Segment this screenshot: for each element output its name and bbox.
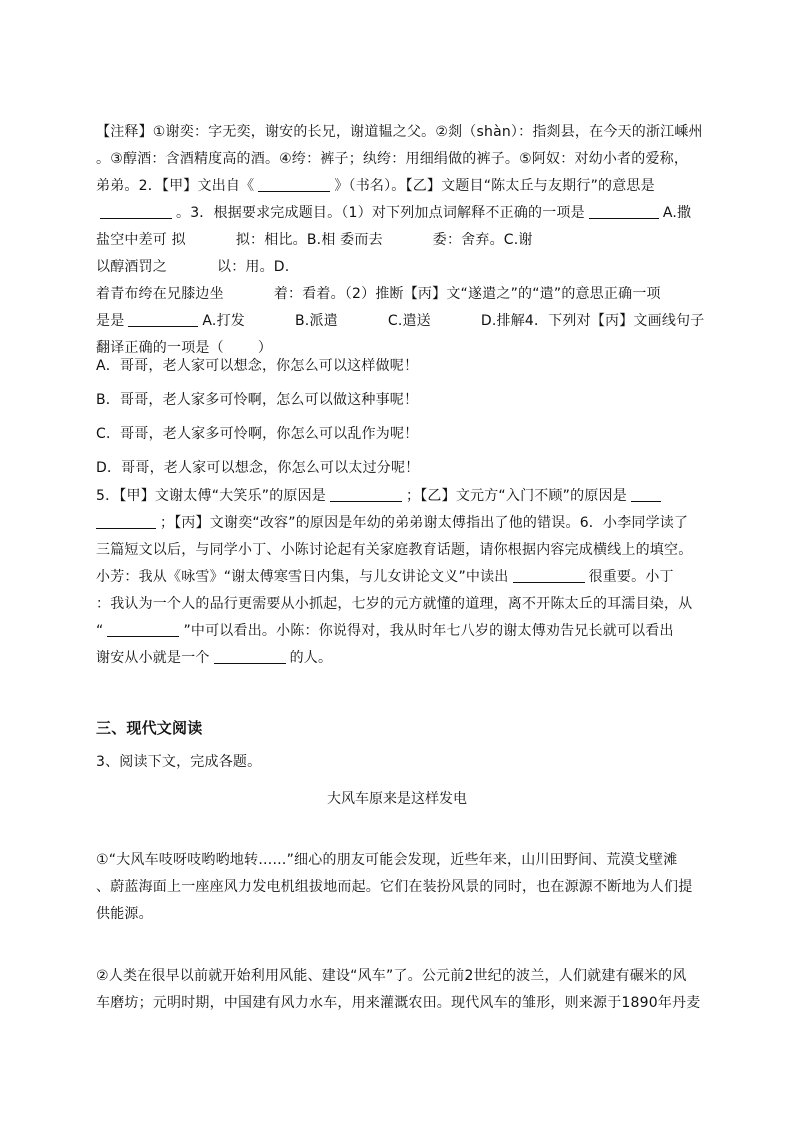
text: 着青布绔在兄膝边坐 [96, 286, 224, 302]
text: D.排解4．下列对【丙】文画线句子 [480, 313, 705, 329]
question-intro: 3、阅读下文，完成各题。 [96, 754, 262, 770]
dialogue-line-3 [96, 621, 674, 641]
text: B.派遣 [295, 313, 338, 329]
text: 盐空中差可 拟 [96, 232, 186, 248]
answer-blank [100, 204, 172, 219]
answer-blank [513, 568, 585, 583]
text: 5．【甲】文谢太傅“大笑乐”的原因是 [96, 488, 327, 504]
text: A.撒 [662, 205, 692, 221]
text: 很重要。小丁 [588, 569, 674, 585]
option-a: A．哥哥，老人家可以想念，你怎么可以这样做呢！ [96, 358, 419, 374]
answer-blank [589, 204, 659, 219]
option-d: D．哥哥，老人家可以想念，你怎么可以太过分呢！ [96, 460, 420, 476]
section-heading: 三、现代文阅读 [96, 719, 203, 737]
text: ；【乙】文元方“入门不顾”的原因是 [406, 488, 627, 504]
dialogue-line-2: ：我认为一个人的品行更需要从小抓起，七岁的元方就懂的道理，离不开陈太丘的耳濡目染，从 [96, 596, 693, 612]
dialogue-line-4 [96, 648, 332, 668]
text: C.遣送 [387, 313, 431, 329]
question-5-line-2 [96, 513, 688, 533]
text: 》（书名）。【乙】文题目“陈太丘与友期行”的意思是 [334, 178, 655, 194]
text: A.打发 [202, 313, 245, 329]
text: 以：用。D. [217, 259, 290, 275]
answer-blank [96, 514, 156, 529]
text: ”中可以看出。小陈：你说得对，我从时年七八岁的谢太傅劝告兄长就可以看出 [183, 623, 674, 639]
text: 的人。 [289, 650, 333, 666]
text: 弟弟。2．【甲】文出自《 [96, 178, 255, 194]
notes-line-2: 。③醇酒：含酒精度高的酒。④绔：裤子；纨绔：用细绢做的裤子。⑤阿奴：对幼小者的爱称， [96, 151, 689, 167]
notes-line-1: 【注释】①谢奕：字无奕，谢安的长兄，谢道韫之父。②剡（shàn）：指剡县，在今天的浙江嵊州 [96, 124, 703, 140]
question-3-2-options [96, 311, 704, 331]
paragraph-1-line-3: 供能源。 [96, 906, 153, 922]
text: ） [257, 340, 273, 356]
option-line-a-b [96, 230, 533, 250]
option-b: B．哥哥，老人家多可怜啊，怎么可以做这种事呢！ [96, 392, 419, 408]
question-4-stem [96, 338, 272, 358]
answer-blank [258, 177, 330, 192]
text: ；【丙】文谢奕“改容”的原因是年幼的弟弟谢太傅指出了他的错误。6．小李同学读了 [160, 515, 689, 531]
text: 委：舍弃。C.谢 [432, 232, 533, 248]
question-5-line [96, 486, 665, 506]
question-6-line: 三篇短文以后，与同学小丁、小陈讨论起有关家庭教育话题，请你根据内容完成横线上的填空。 [96, 542, 693, 558]
answer-blank [107, 622, 179, 637]
article-title: 大风车原来是这样发电 [327, 791, 467, 807]
question-3-line [96, 203, 691, 223]
text: 翻译正确的一项是（ [96, 340, 224, 356]
paragraph-1-line-1: ①“大风车吱呀吱哟哟地转……”细心的朋友可能会发现，近些年来，山川田野间、荒漠戈壁滩 [96, 852, 678, 868]
paragraph-2-line-1: ②人类在很早以前就开始利用风能、建设“风车”了。公元前2世纪的波兰，人们就建有碾米的风 [96, 968, 687, 984]
option-c: C．哥哥，老人家多可怜啊，你怎么可以乱作为呢！ [96, 426, 419, 442]
answer-blank [330, 487, 402, 502]
text: 小芳：我从《咏雪》“谢太傅寒雪日内集，与儿女讲论文义”中读出 [96, 569, 509, 585]
question-2-line [96, 176, 655, 196]
text: 着：看着。（2）推断【丙】文“遂遣之”的“遣”的意思正确一项 [273, 286, 661, 302]
text: 。3．根据要求完成题目。（1）对下列加点词解释不正确的一项是 [176, 205, 585, 221]
text: “ [96, 623, 104, 639]
option-line-d [96, 284, 661, 304]
answer-blank [631, 487, 661, 502]
answer-blank [128, 312, 198, 327]
option-line-c [96, 257, 289, 277]
paragraph-1-line-2: 、蔚蓝海面上一座座风力发电机组拔地而起。它们在装扮风景的同时，也在源源不断地为人们提 [96, 879, 693, 895]
text: 谢安从小就是一个 [96, 650, 210, 666]
text: 是是 [96, 313, 125, 329]
text: 以醇酒罚之 [96, 259, 167, 275]
dialogue-line-1 [96, 567, 674, 587]
text: 拟：相比。B.相 委而去 [235, 232, 383, 248]
answer-blank [214, 649, 286, 664]
paragraph-2-line-2: 车磨坊；元明时期，中国建有风力水车，用来灌溉农田。现代风车的雏形，则来源于1890年丹麦 [96, 995, 701, 1011]
